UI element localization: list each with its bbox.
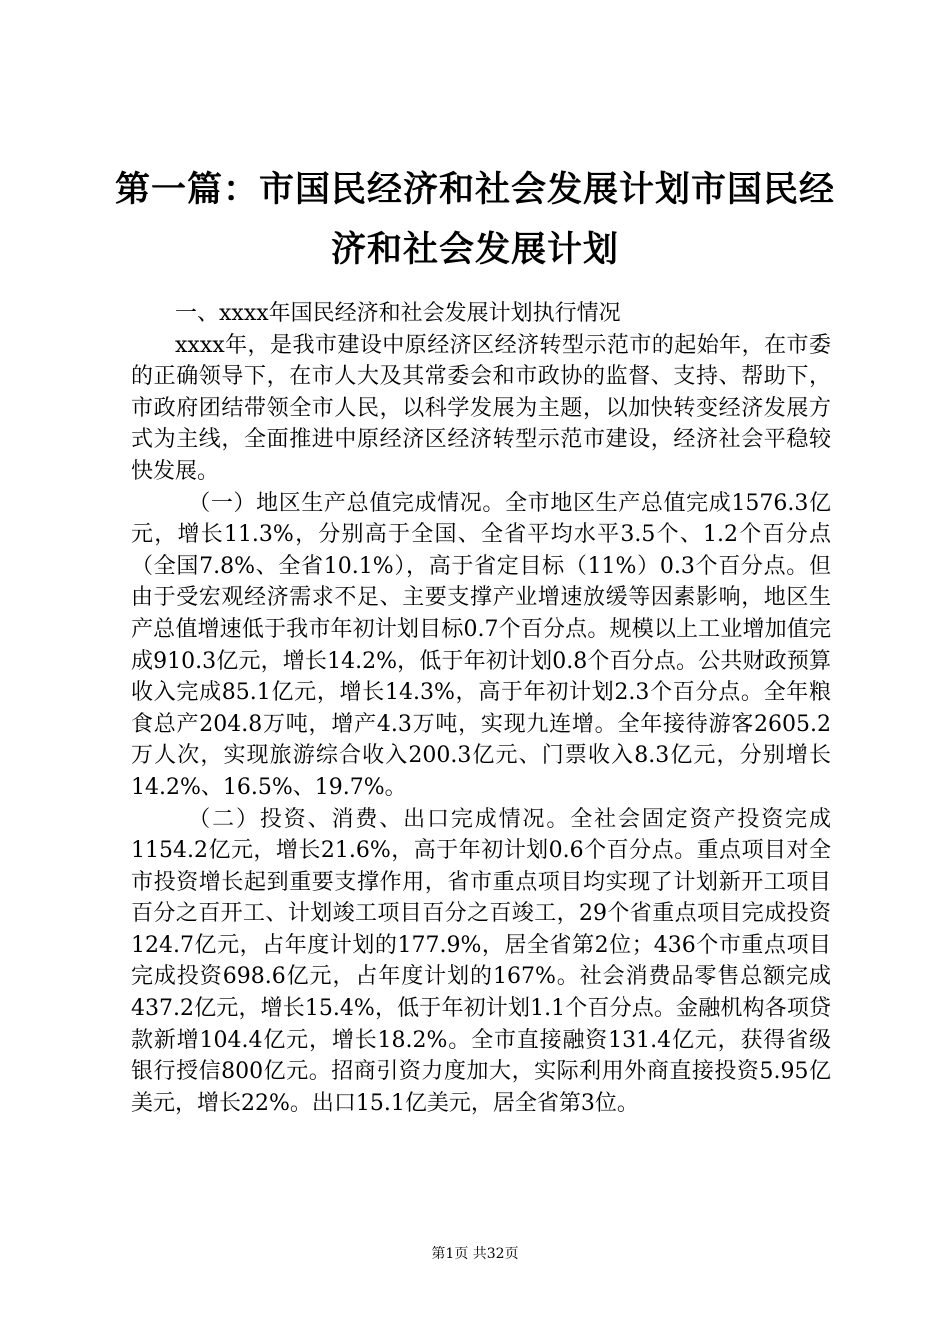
intro-paragraph: xxxx年，是我市建设中原经济区经济转型示范市的起始年，在市委的正确领导下，在市人大及其常委会和市政协的监督、支持、帮助下，市政府团结带领全市人民，以科学发展为主题，以加快转变经济发展方式为主线，全面推进中原经济区经济转型示范市建设，经济社会平稳较快发展。 <box>131 332 831 484</box>
section-heading: 一、xxxx年国民经济和社会发展计划执行情况 <box>175 301 621 326</box>
document-body <box>131 298 831 1119</box>
title-line-2: 济和社会发展计划 <box>330 230 619 270</box>
title-line-1: 第一篇：市国民经济和社会发展计划市国民经 <box>114 170 835 210</box>
gdp-paragraph: （一）地区生产总值完成情况。全市地区生产总值完成1576.3亿元，增长11.3%，分别高于全国、全省平均水平3.5个、1.2个百分点（全国7.8%、全省10.1%），高于省定目标（11%）0.3个百分点。但由于受宏观经济需求不足、主要支撑产业增速放缓等因素影响，地区生产总值增速低于我市年初计划目标0.7个百分点。规模以上工业增加值完成910.3亿元，增长14.2%，低于年初计划0.8个百分点。公共财政预算收入完成85.1亿元，增长14.3%，高于年初计划2.3个百分点。全年粮食总产204.8万吨，增产4.3万吨，实现九连增。全年接待游客2605.2万人次，实现旅游综合收入200.3亿元、门票收入8.3亿元，分别增长14.2%、16.5%、19.7%。 <box>131 490 831 800</box>
investment-paragraph: （二）投资、消费、出口完成情况。全社会固定资产投资完成1154.2亿元，增长21.6%，高于年初计划0.6个百分点。重点项目对全市投资增长起到重要支撑作用，省市重点项目均实现了计划新开工项目百分之百开工、计划竣工项目百分之百竣工，29个省重点项目完成投资124.7亿元，占年度计划的177.9%，居全省第2位；436个市重点项目完成投资698.6亿元，占年度计划的167%。社会消费品零售总额完成437.2亿元，增长15.4%，低于年初计划1.1个百分点。金融机构各项贷款新增104.4亿元，增长18.2%。全市直接融资131.4亿元，获得省级银行授信800亿元。招商引资力度加大，实际利用外商直接投资5.95亿美元，增长22%。出口15.1亿美元，居全省第3位。 <box>131 806 831 1116</box>
document-title <box>110 160 840 280</box>
page-footer: 第1页 共32页 <box>431 1246 519 1262</box>
